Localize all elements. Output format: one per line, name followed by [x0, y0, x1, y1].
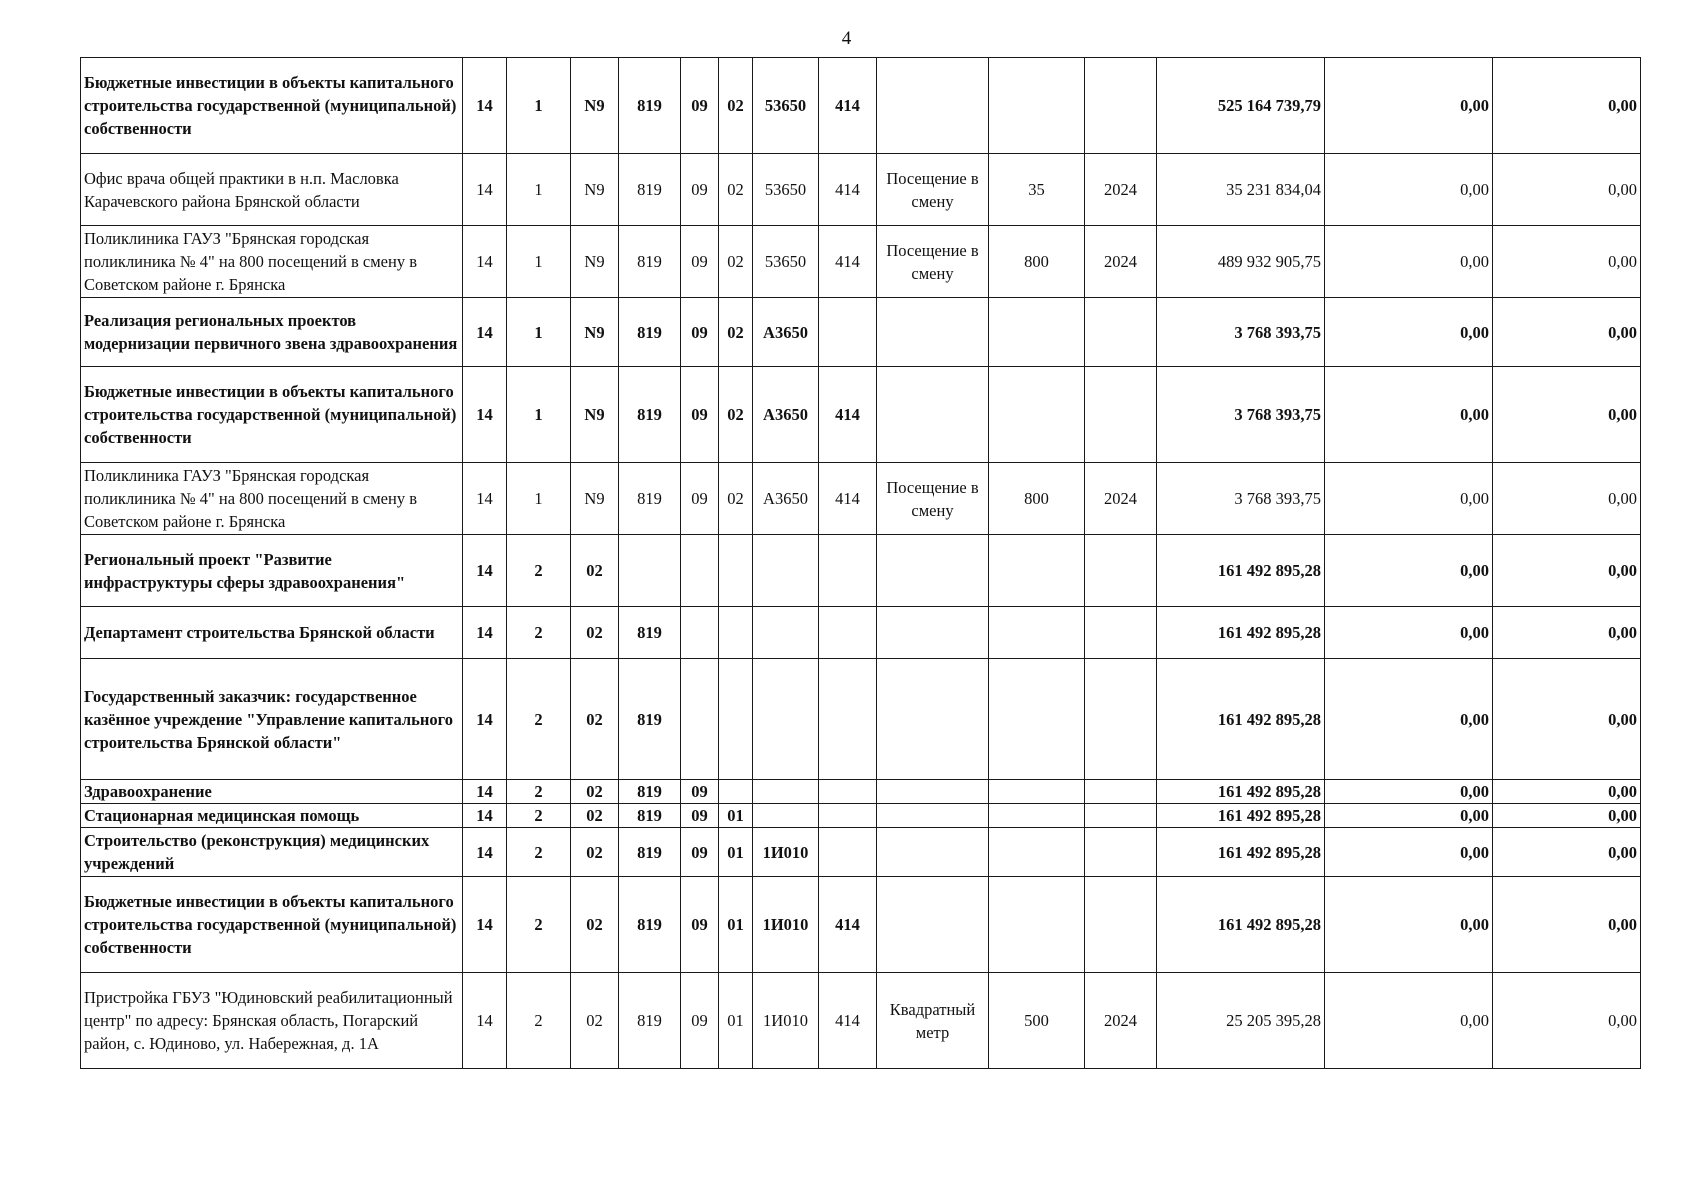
- code-cell: 14: [463, 154, 507, 226]
- amount-2025: 0,00: [1325, 58, 1493, 154]
- code-cell: 14: [463, 973, 507, 1069]
- code-cell: 02: [571, 804, 619, 828]
- unit-cell: [877, 298, 989, 367]
- code-cell: 414: [819, 226, 877, 298]
- table-row: [81, 659, 1641, 780]
- code-cell: [819, 298, 877, 367]
- code-cell: [681, 535, 719, 607]
- code-cell: 02: [571, 780, 619, 804]
- unit-cell: [877, 780, 989, 804]
- amount-2024: 3 768 393,75: [1157, 367, 1325, 463]
- code-cell: А3650: [753, 463, 819, 535]
- amount-2025: 0,00: [1325, 780, 1493, 804]
- code-cell: 819: [619, 828, 681, 877]
- code-cell: 09: [681, 226, 719, 298]
- code-cell: [719, 607, 753, 659]
- quantity-cell: [989, 535, 1085, 607]
- amount-2026: 0,00: [1493, 659, 1641, 780]
- code-cell: 819: [619, 367, 681, 463]
- code-cell: 02: [719, 463, 753, 535]
- amount-2024: 161 492 895,28: [1157, 804, 1325, 828]
- amount-2026: 0,00: [1493, 804, 1641, 828]
- amount-2024: 161 492 895,28: [1157, 659, 1325, 780]
- code-cell: 1: [507, 298, 571, 367]
- code-cell: 14: [463, 607, 507, 659]
- code-cell: 2: [507, 877, 571, 973]
- code-cell: 1: [507, 226, 571, 298]
- code-cell: 02: [571, 828, 619, 877]
- row-name: Бюджетные инвестиции в объекты капитального строительства государственной (муниципальной) собственности: [81, 367, 463, 463]
- code-cell: N9: [571, 298, 619, 367]
- code-cell: [753, 607, 819, 659]
- code-cell: 09: [681, 298, 719, 367]
- table-row: [81, 463, 1641, 535]
- row-name: Региональный проект "Развитие инфраструктуры сферы здравоохранения": [81, 535, 463, 607]
- unit-cell: [877, 607, 989, 659]
- code-cell: 414: [819, 154, 877, 226]
- row-name: Поликлиника ГАУЗ "Брянская городская поликлиника № 4" на 800 посещений в смену в Советском районе г. Брянска: [81, 226, 463, 298]
- code-cell: 09: [681, 367, 719, 463]
- amount-2025: 0,00: [1325, 154, 1493, 226]
- row-name: Поликлиника ГАУЗ "Брянская городская поликлиника № 4" на 800 посещений в смену в Советском районе г. Брянска: [81, 463, 463, 535]
- code-cell: [753, 535, 819, 607]
- code-cell: 819: [619, 58, 681, 154]
- amount-2024: 3 768 393,75: [1157, 463, 1325, 535]
- year-cell: 2024: [1085, 463, 1157, 535]
- code-cell: 09: [681, 154, 719, 226]
- code-cell: [719, 780, 753, 804]
- table-row: [81, 828, 1641, 877]
- code-cell: 1: [507, 154, 571, 226]
- code-cell: N9: [571, 226, 619, 298]
- code-cell: 01: [719, 877, 753, 973]
- code-cell: 14: [463, 58, 507, 154]
- code-cell: [681, 659, 719, 780]
- code-cell: 414: [819, 58, 877, 154]
- code-cell: 1И010: [753, 828, 819, 877]
- code-cell: 02: [571, 535, 619, 607]
- row-name: Департамент строительства Брянской области: [81, 607, 463, 659]
- table-row: [81, 58, 1641, 154]
- code-cell: 02: [571, 973, 619, 1069]
- code-cell: 819: [619, 154, 681, 226]
- code-cell: [619, 535, 681, 607]
- code-cell: 01: [719, 973, 753, 1069]
- year-cell: [1085, 58, 1157, 154]
- code-cell: [753, 659, 819, 780]
- year-cell: [1085, 298, 1157, 367]
- table-row: [81, 226, 1641, 298]
- code-cell: 1: [507, 58, 571, 154]
- amount-2024: 25 205 395,28: [1157, 973, 1325, 1069]
- amount-2026: 0,00: [1493, 828, 1641, 877]
- amount-2024: 161 492 895,28: [1157, 607, 1325, 659]
- code-cell: [819, 804, 877, 828]
- code-cell: 414: [819, 463, 877, 535]
- code-cell: 14: [463, 780, 507, 804]
- code-cell: 14: [463, 463, 507, 535]
- amount-2024: 161 492 895,28: [1157, 828, 1325, 877]
- amount-2024: 35 231 834,04: [1157, 154, 1325, 226]
- year-cell: [1085, 804, 1157, 828]
- code-cell: 414: [819, 973, 877, 1069]
- quantity-cell: [989, 298, 1085, 367]
- unit-cell: [877, 804, 989, 828]
- code-cell: А3650: [753, 298, 819, 367]
- code-cell: 819: [619, 226, 681, 298]
- code-cell: 53650: [753, 154, 819, 226]
- code-cell: 14: [463, 804, 507, 828]
- code-cell: 14: [463, 877, 507, 973]
- unit-cell: [877, 535, 989, 607]
- row-name: Здравоохранение: [81, 780, 463, 804]
- amount-2026: 0,00: [1493, 535, 1641, 607]
- code-cell: [819, 780, 877, 804]
- year-cell: 2024: [1085, 226, 1157, 298]
- code-cell: 09: [681, 804, 719, 828]
- amount-2026: 0,00: [1493, 226, 1641, 298]
- code-cell: 09: [681, 463, 719, 535]
- code-cell: 1И010: [753, 877, 819, 973]
- year-cell: [1085, 367, 1157, 463]
- code-cell: N9: [571, 463, 619, 535]
- table-row: [81, 780, 1641, 804]
- unit-cell: [877, 367, 989, 463]
- amount-2026: 0,00: [1493, 58, 1641, 154]
- code-cell: 02: [571, 877, 619, 973]
- amount-2024: 489 932 905,75: [1157, 226, 1325, 298]
- quantity-cell: 800: [989, 226, 1085, 298]
- amount-2025: 0,00: [1325, 298, 1493, 367]
- code-cell: [753, 804, 819, 828]
- amount-2024: 161 492 895,28: [1157, 877, 1325, 973]
- unit-cell: Посещение в смену: [877, 226, 989, 298]
- code-cell: 02: [571, 607, 619, 659]
- unit-cell: Посещение в смену: [877, 154, 989, 226]
- code-cell: 09: [681, 828, 719, 877]
- code-cell: 819: [619, 780, 681, 804]
- quantity-cell: [989, 659, 1085, 780]
- amount-2025: 0,00: [1325, 367, 1493, 463]
- quantity-cell: 500: [989, 973, 1085, 1069]
- code-cell: 53650: [753, 226, 819, 298]
- code-cell: 414: [819, 367, 877, 463]
- table-row: [81, 804, 1641, 828]
- table-row: [81, 877, 1641, 973]
- row-name: Реализация региональных проектов модернизации первичного звена здравоохранения: [81, 298, 463, 367]
- row-name: Бюджетные инвестиции в объекты капитального строительства государственной (муниципальной) собственности: [81, 58, 463, 154]
- code-cell: 2: [507, 659, 571, 780]
- quantity-cell: [989, 58, 1085, 154]
- quantity-cell: [989, 804, 1085, 828]
- unit-cell: [877, 659, 989, 780]
- code-cell: [819, 659, 877, 780]
- code-cell: [681, 607, 719, 659]
- code-cell: 2: [507, 804, 571, 828]
- unit-cell: [877, 877, 989, 973]
- code-cell: 819: [619, 298, 681, 367]
- year-cell: [1085, 828, 1157, 877]
- year-cell: [1085, 780, 1157, 804]
- unit-cell: [877, 58, 989, 154]
- year-cell: [1085, 607, 1157, 659]
- code-cell: [753, 780, 819, 804]
- amount-2025: 0,00: [1325, 463, 1493, 535]
- code-cell: 414: [819, 877, 877, 973]
- year-cell: 2024: [1085, 973, 1157, 1069]
- code-cell: 1: [507, 463, 571, 535]
- code-cell: 01: [719, 804, 753, 828]
- year-cell: [1085, 659, 1157, 780]
- quantity-cell: [989, 828, 1085, 877]
- code-cell: 2: [507, 780, 571, 804]
- amount-2024: 161 492 895,28: [1157, 535, 1325, 607]
- code-cell: 2: [507, 828, 571, 877]
- code-cell: 02: [719, 226, 753, 298]
- code-cell: 819: [619, 877, 681, 973]
- amount-2024: 3 768 393,75: [1157, 298, 1325, 367]
- code-cell: [719, 535, 753, 607]
- amount-2025: 0,00: [1325, 804, 1493, 828]
- table-row: [81, 535, 1641, 607]
- year-cell: 2024: [1085, 154, 1157, 226]
- code-cell: 1И010: [753, 973, 819, 1069]
- code-cell: 14: [463, 535, 507, 607]
- code-cell: 2: [507, 607, 571, 659]
- code-cell: 819: [619, 804, 681, 828]
- quantity-cell: [989, 877, 1085, 973]
- amount-2026: 0,00: [1493, 298, 1641, 367]
- amount-2026: 0,00: [1493, 607, 1641, 659]
- row-name: Стационарная медицинская помощь: [81, 804, 463, 828]
- row-name: Государственный заказчик: государственное казённое учреждение "Управление капитального строительства Брянской области": [81, 659, 463, 780]
- code-cell: 1: [507, 367, 571, 463]
- row-name: Бюджетные инвестиции в объекты капитального строительства государственной (муниципальной) собственности: [81, 877, 463, 973]
- code-cell: 819: [619, 659, 681, 780]
- unit-cell: Посещение в смену: [877, 463, 989, 535]
- table-row: [81, 973, 1641, 1069]
- quantity-cell: 35: [989, 154, 1085, 226]
- year-cell: [1085, 877, 1157, 973]
- code-cell: 14: [463, 226, 507, 298]
- amount-2025: 0,00: [1325, 607, 1493, 659]
- code-cell: 14: [463, 828, 507, 877]
- row-name: Пристройка ГБУЗ "Юдиновский реабилитационный центр" по адресу: Брянская область, Погарский район, с. Юдиново, ул. Набережная, д. 1А: [81, 973, 463, 1069]
- unit-cell: [877, 828, 989, 877]
- code-cell: 02: [719, 154, 753, 226]
- amount-2026: 0,00: [1493, 154, 1641, 226]
- amount-2025: 0,00: [1325, 226, 1493, 298]
- code-cell: [719, 659, 753, 780]
- year-cell: [1085, 535, 1157, 607]
- row-name: Строительство (реконструкция) медицинских учреждений: [81, 828, 463, 877]
- quantity-cell: 800: [989, 463, 1085, 535]
- amount-2025: 0,00: [1325, 659, 1493, 780]
- amount-2026: 0,00: [1493, 973, 1641, 1069]
- code-cell: 09: [681, 58, 719, 154]
- amount-2026: 0,00: [1493, 367, 1641, 463]
- code-cell: N9: [571, 154, 619, 226]
- row-name: Офис врача общей практики в н.п. Масловка Карачевского района Брянской области: [81, 154, 463, 226]
- code-cell: 02: [719, 298, 753, 367]
- code-cell: 14: [463, 659, 507, 780]
- code-cell: 02: [719, 58, 753, 154]
- quantity-cell: [989, 607, 1085, 659]
- code-cell: [819, 535, 877, 607]
- code-cell: 09: [681, 973, 719, 1069]
- code-cell: 14: [463, 298, 507, 367]
- code-cell: [819, 828, 877, 877]
- code-cell: N9: [571, 58, 619, 154]
- amount-2025: 0,00: [1325, 535, 1493, 607]
- code-cell: 09: [681, 780, 719, 804]
- code-cell: 819: [619, 463, 681, 535]
- code-cell: 2: [507, 973, 571, 1069]
- quantity-cell: [989, 367, 1085, 463]
- code-cell: N9: [571, 367, 619, 463]
- code-cell: 02: [719, 367, 753, 463]
- code-cell: 819: [619, 973, 681, 1069]
- code-cell: 09: [681, 877, 719, 973]
- table-row: [81, 154, 1641, 226]
- amount-2025: 0,00: [1325, 828, 1493, 877]
- amount-2025: 0,00: [1325, 973, 1493, 1069]
- code-cell: 14: [463, 367, 507, 463]
- code-cell: 01: [719, 828, 753, 877]
- code-cell: 819: [619, 607, 681, 659]
- amount-2026: 0,00: [1493, 780, 1641, 804]
- amount-2026: 0,00: [1493, 877, 1641, 973]
- code-cell: А3650: [753, 367, 819, 463]
- code-cell: [819, 607, 877, 659]
- budget-table: [80, 57, 1641, 1069]
- quantity-cell: [989, 780, 1085, 804]
- unit-cell: Квадратный метр: [877, 973, 989, 1069]
- code-cell: 2: [507, 535, 571, 607]
- amount-2025: 0,00: [1325, 877, 1493, 973]
- code-cell: 02: [571, 659, 619, 780]
- page-number: 4: [841, 28, 852, 49]
- table-row: [81, 298, 1641, 367]
- amount-2024: 161 492 895,28: [1157, 780, 1325, 804]
- table-row: [81, 607, 1641, 659]
- amount-2026: 0,00: [1493, 463, 1641, 535]
- table-row: [81, 367, 1641, 463]
- amount-2024: 525 164 739,79: [1157, 58, 1325, 154]
- code-cell: 53650: [753, 58, 819, 154]
